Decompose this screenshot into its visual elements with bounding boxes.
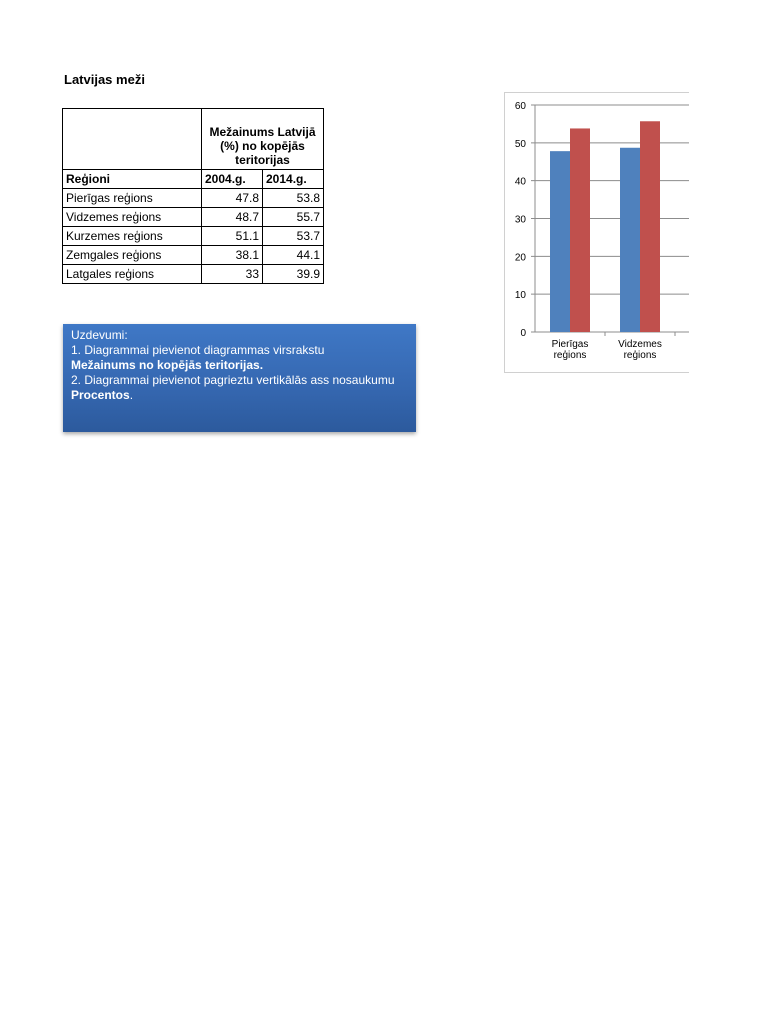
value-2014-cell: 39.9: [263, 265, 324, 284]
value-2004-cell: 48.7: [202, 208, 263, 227]
table-column-row: [63, 170, 324, 189]
value-2014-cell: 53.8: [263, 189, 324, 208]
y-tick-label: 60: [514, 101, 526, 112]
task-2-text: 2. Diagrammai pievienot pagrieztu vertikālās ass nosaukumu: [71, 373, 395, 387]
table-row: [63, 246, 324, 265]
bar: [550, 151, 570, 332]
task-1: [71, 343, 408, 373]
table-row: [63, 189, 324, 208]
col-2004: 2004.g.: [202, 170, 263, 189]
forest-chart[interactable]: [504, 92, 689, 373]
region-cell: Latgales reģions: [63, 265, 202, 284]
y-tick-label: 30: [514, 214, 526, 226]
tasks-box: [63, 324, 416, 432]
page-title: Latvijas meži: [64, 72, 145, 87]
table-header-row: [63, 109, 324, 170]
region-cell: Pierīgas reģions: [63, 189, 202, 208]
value-2014-cell: 55.7: [263, 208, 324, 227]
x-tick-label: reģions: [623, 350, 657, 361]
chart-svg: [505, 93, 689, 372]
value-2004-cell: 33: [202, 265, 263, 284]
y-tick-label: 40: [514, 176, 526, 188]
table-row: [63, 227, 324, 246]
y-tick-label: 0: [520, 328, 526, 339]
task-1-text: 1. Diagrammai pievienot diagrammas virsrakstu: [71, 343, 325, 357]
table-empty-cell: [63, 109, 202, 170]
x-tick-label: Vidzemes: [618, 339, 662, 350]
value-2004-cell: 38.1: [202, 246, 263, 265]
table-row: [63, 208, 324, 227]
y-tick-label: 10: [514, 290, 526, 302]
col-region: Reģioni: [63, 170, 202, 189]
tasks-heading: Uzdevumi:: [71, 328, 128, 342]
bar: [620, 148, 640, 332]
task-2: [71, 373, 408, 403]
region-cell: Kurzemes reģions: [63, 227, 202, 246]
bar: [570, 128, 590, 332]
region-cell: Zemgales reģions: [63, 246, 202, 265]
value-2004-cell: 51.1: [202, 227, 263, 246]
value-2004-cell: 47.8: [202, 189, 263, 208]
y-tick-label: 50: [514, 138, 526, 150]
bar: [640, 121, 660, 332]
value-2014-cell: 53.7: [263, 227, 324, 246]
col-2014: 2014.g.: [263, 170, 324, 189]
region-cell: Vidzemes reģions: [63, 208, 202, 227]
task-2-suffix: .: [129, 388, 134, 402]
table-row: [63, 265, 324, 284]
value-2014-cell: 44.1: [263, 246, 324, 265]
forest-table: [62, 108, 324, 284]
task-1-bold: Mežainums no kopējās teritorijas.: [71, 358, 264, 372]
task-2-bold: Procentos: [71, 388, 130, 402]
y-tick-label: 20: [514, 252, 526, 264]
x-tick-label: reģions: [553, 350, 587, 361]
x-tick-label: Pierīgas: [551, 339, 589, 350]
table-header-main: Mežainums Latvijā (%) no kopējās teritorijas: [202, 109, 324, 170]
